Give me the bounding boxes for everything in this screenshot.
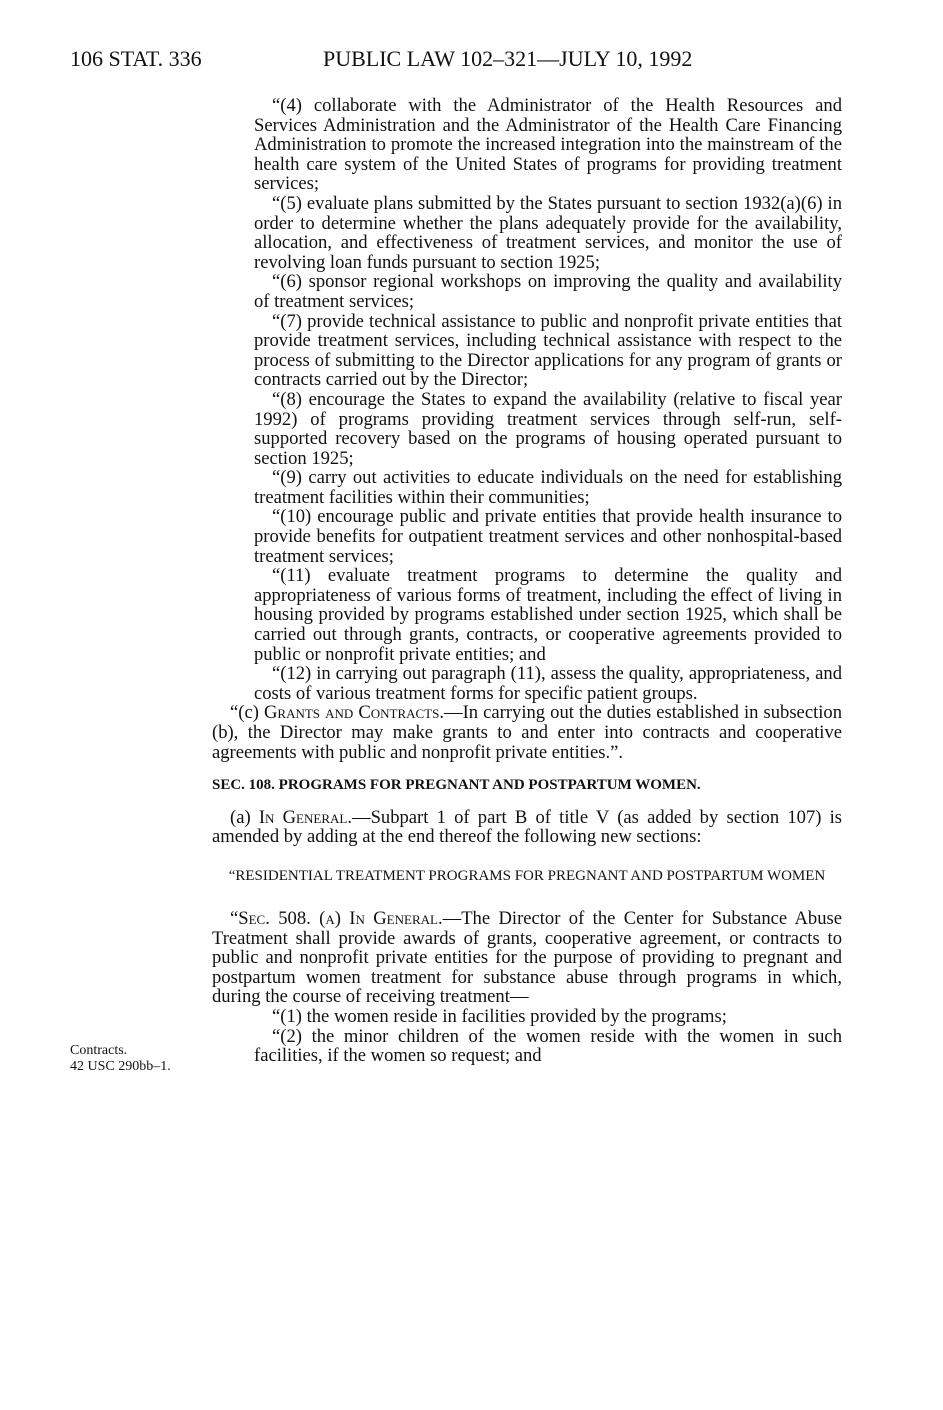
- section-508-text: .—The Director of the Center for Substance Abuse Treatment shall provide awards of grants, cooperative agreement, or contracts to public and nonprofit private entities for the purpose of providing to pregnant and postpartum women treatment for substance abuse through programs in which, during the course of receiving treatment—: [212, 907, 842, 1008]
- subsection-c-lead: “(c): [230, 702, 264, 724]
- subsection-c-heading: Grants and Contracts: [263, 702, 440, 724]
- statute-page-number: 106 STAT. 336: [70, 46, 202, 71]
- subsection-a-lead: (a): [230, 806, 259, 828]
- subsection-a: [212, 808, 842, 847]
- paragraph-10: “(10) encourage public and private entities that provide health insurance to provide benefits for outpatient treatment services and other nonhospital-based treatment services;: [254, 506, 842, 567]
- paragraph-4: “(4) collaborate with the Administrator of the Health Resources and Services Administration and the Administrator of the Health Care Financing Administration to promote the increased integration into the mainstream of the health care system of the United States of programs for providing treatment services;: [254, 95, 842, 195]
- new-section-title: “RESIDENTIAL TREATMENT PROGRAMS FOR PREGNANT AND POSTPARTUM WOMEN: [228, 867, 826, 884]
- subsection-c-text: .—In carrying out the duties established in subsection (b), the Director may make grants to and enter into contracts and cooperative agreements with public and nonprofit private entities.”.: [212, 702, 842, 763]
- section-508-lead: “Sec. 508. (a): [230, 907, 350, 929]
- item-2: “(2) the minor children of the women reside with the women in such facilities, if the women so request; and: [254, 1025, 842, 1067]
- law-title: PUBLIC LAW 102–321—JULY 10, 1992: [323, 46, 693, 71]
- paragraph-7: “(7) provide technical assistance to public and nonprofit private entities that provide treatment services, including technical assistance with respect to the process of submitting to the Director applications for any program of grants or contracts carried out by the Director;: [254, 310, 842, 391]
- subsection-c: [212, 703, 842, 762]
- margin-note-contracts: Contracts.: [70, 1043, 128, 1058]
- paragraph-12: “(12) in carrying out paragraph (11), assess the quality, appropriateness, and costs of various treatment forms for specific patient groups.: [254, 663, 842, 704]
- paragraph-11: “(11) evaluate treatment programs to determine the quality and appropriateness of various forms of treatment, including the effect of living in housing provided by programs established under section 1925, which shall be carried out through grants, contracts, or cooperative agreements provided to public or nonprofit private entities; and: [254, 565, 842, 665]
- paragraph-9: “(9) carry out activities to educate individuals on the need for establishing treatment facilities within their communities;: [254, 467, 842, 508]
- section-508: [212, 909, 842, 1007]
- subsection-a-heading: In General: [258, 806, 348, 828]
- item-1: “(1) the women reside in facilities provided by the programs;: [272, 1005, 727, 1027]
- paragraph-8: “(8) encourage the States to expand the availability (relative to fiscal year 1992) of programs providing treatment services through self-run, self-supported recovery based on the programs of housing operated pursuant to section 1925;: [254, 388, 842, 469]
- margin-note-usc: 42 USC 290bb–1.: [70, 1059, 171, 1074]
- page-header: [70, 46, 850, 76]
- paragraph-6: “(6) sponsor regional workshops on improving the quality and availability of treatment services;: [254, 271, 842, 312]
- paragraph-5: “(5) evaluate plans submitted by the States pursuant to section 1932(a)(6) in order to determine whether the plans adequately provide for the availability, allocation, and effectiveness of treatment services, and monitor the use of revolving loan funds pursuant to section 1925;: [254, 192, 842, 273]
- section-508-heading: In General: [349, 907, 438, 929]
- subsection-a-text: .—Subpart 1 of part B of title V (as added by section 107) is amended by adding at the end thereof the following new sections:: [212, 806, 843, 848]
- section-108-heading: SEC. 108. PROGRAMS FOR PREGNANT AND POSTPARTUM WOMEN.: [212, 777, 701, 794]
- document-body: [212, 96, 842, 1066]
